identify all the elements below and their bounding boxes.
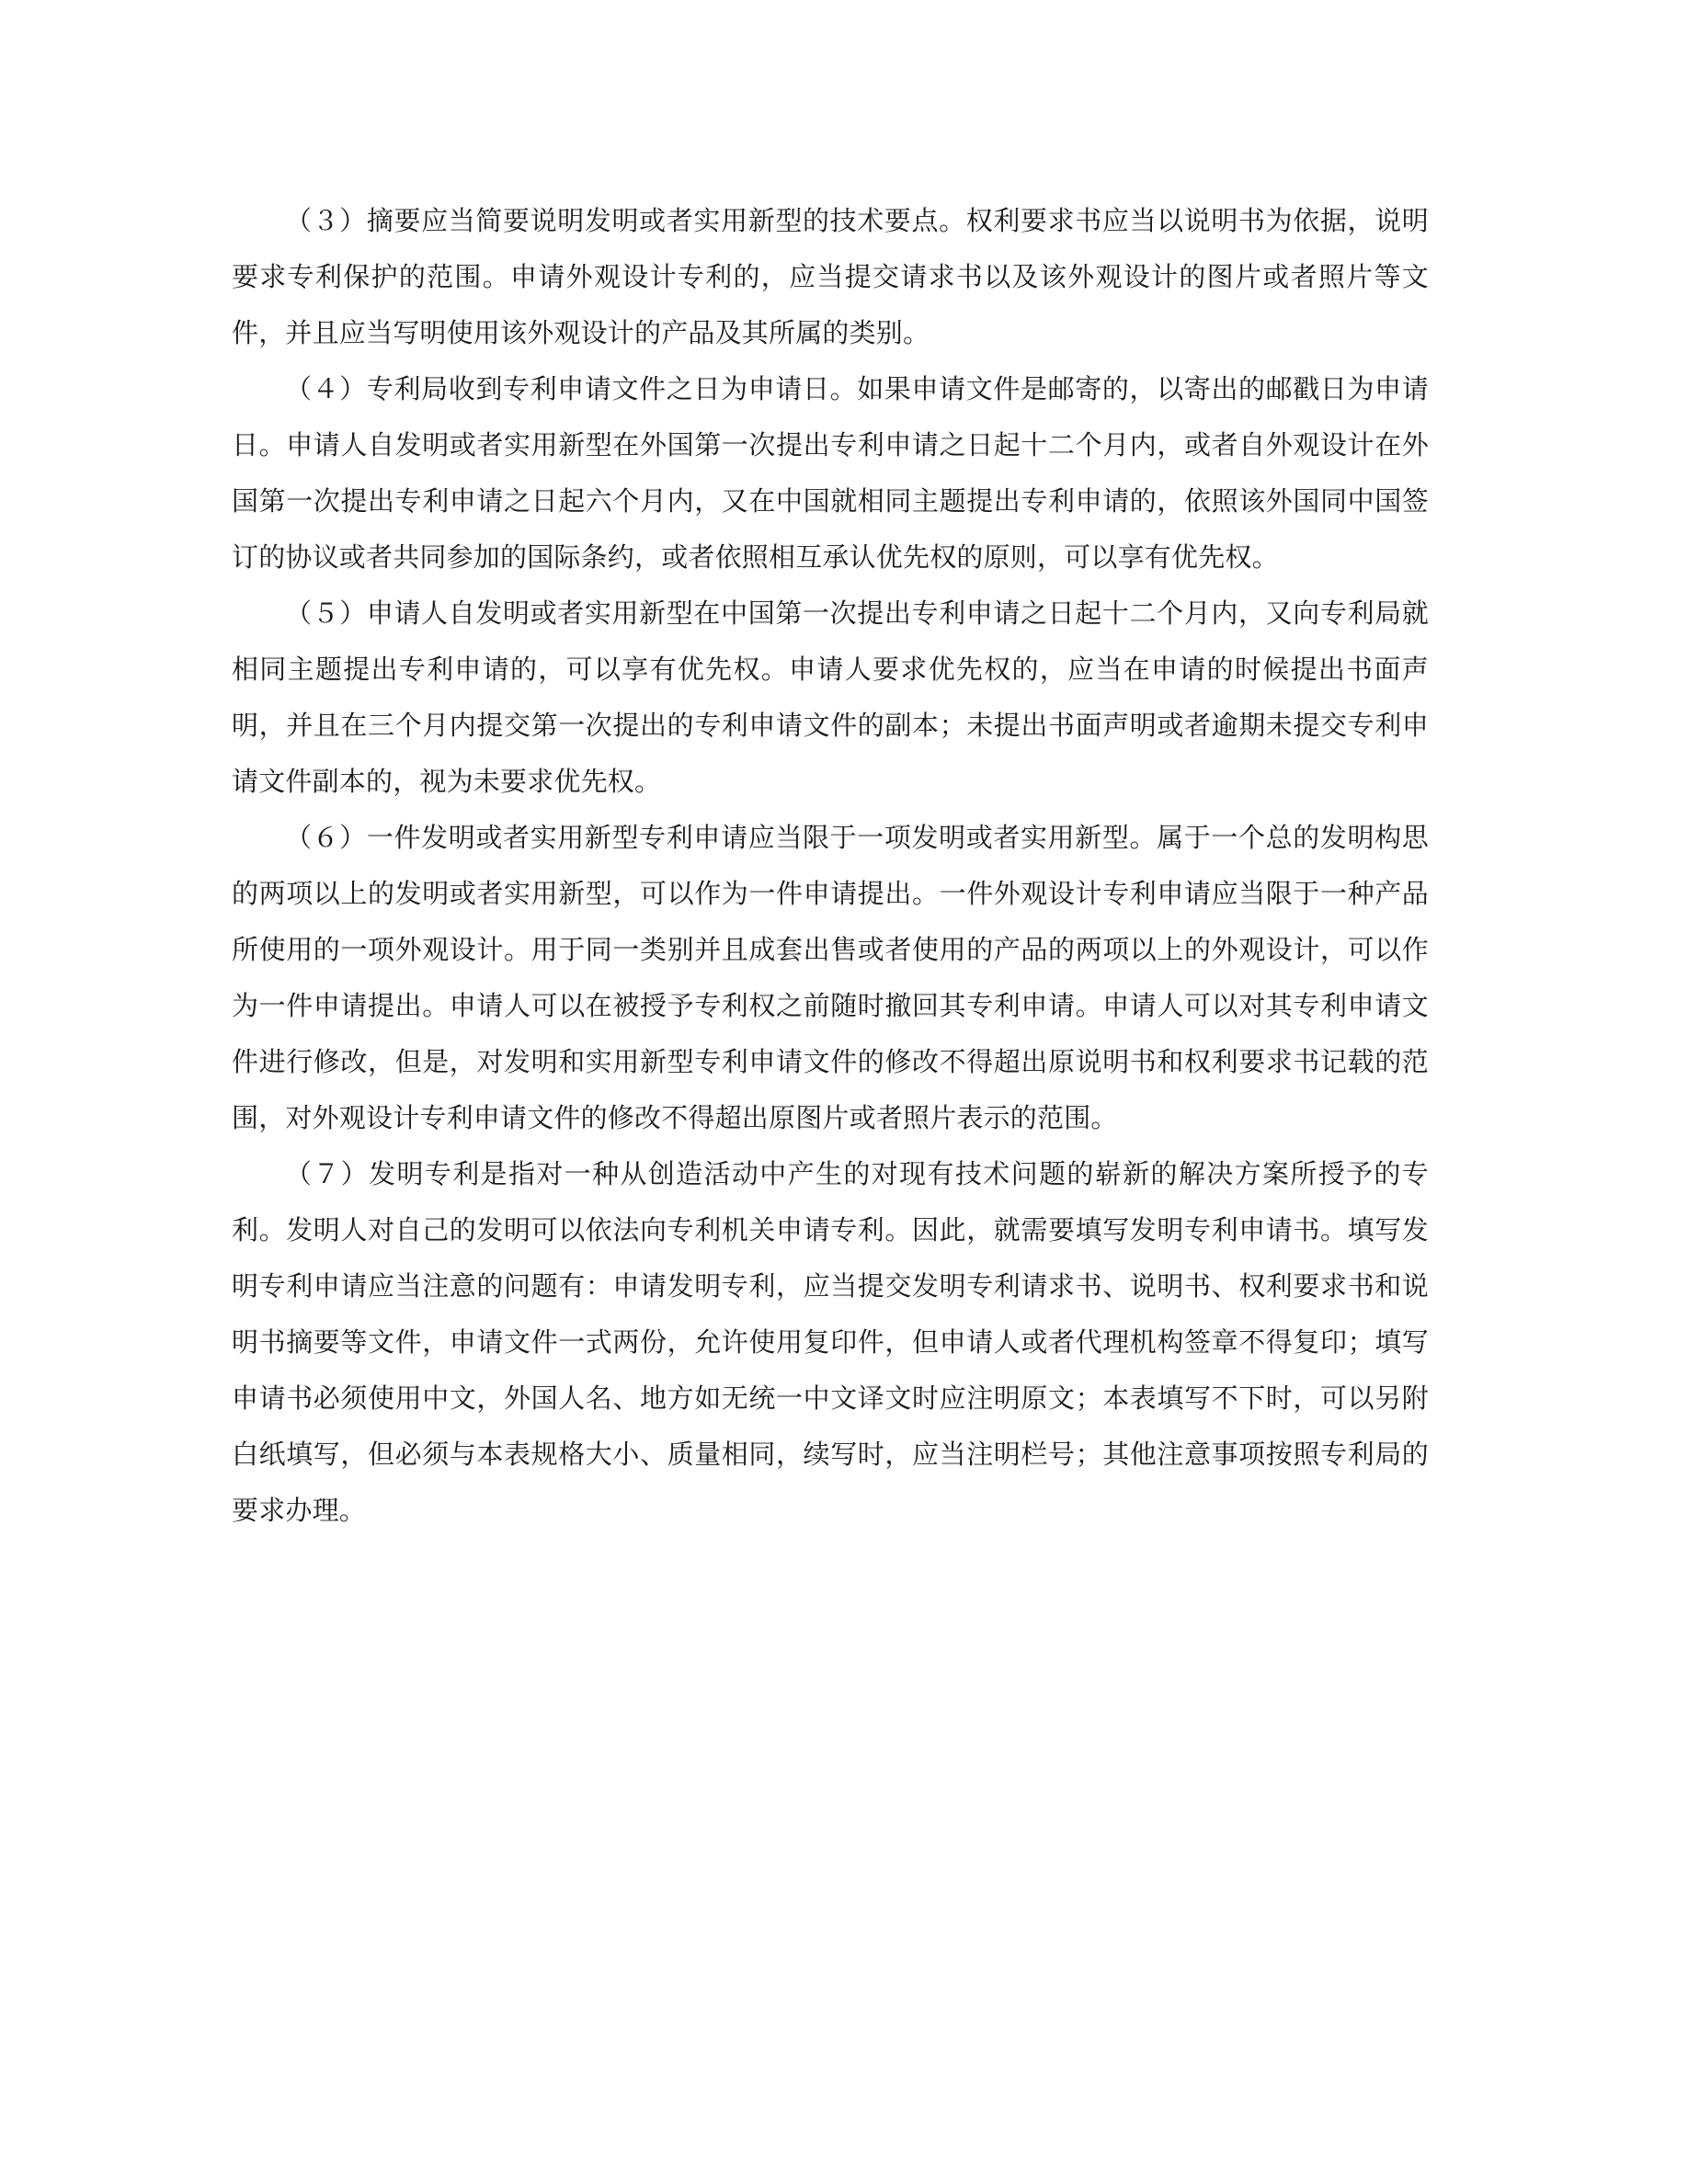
paragraph-3: （３）摘要应当简要说明发明或者实用新型的技术要点。权利要求书应当以说明书为依据，说明要求专利保护的范围。申请外观设计专利的，应当提交请求书以及该外观设计的图片或者照片等文件，并且应当写明使用该外观设计的产品及其所属的类别。 — [232, 205, 1429, 348]
paragraph-7: （７）发明专利是指对一种从创造活动中产生的对现有技术问题的崭新的解决方案所授予的专利。发明人对自己的发明可以依法向专利机关申请专利。因此，就需要填写发明专利申请书。填写发明专利申请应当注意的问题有：申请发明专利，应当提交发明专利请求书、说明书、权利要求书和说明书摘要等文件，申请文件一式两份，允许使用复印件，但申请人或者代理机构签章不得复印；填写申请书必须使用中文，外国人名、地方如无统一中文译文时应注明原文；本表填写不下时，可以另附白纸填写，但必须与本表规格大小、质量相同，续写时，应当注明栏号；其他注意事项按照专利局的要求办理。 — [232, 1158, 1429, 1526]
paragraph-5: （５）申请人自发明或者实用新型在中国第一次提出专利申请之日起十二个月内，又向专利局就相同主题提出专利申请的，可以享有优先权。申请人要求优先权的，应当在申请的时候提出书面声明，并且在三个月内提交第一次提出的专利申请文件的副本；未提出书面声明或者逾期未提交专利申请文件副本的，视为未要求优先权。 — [232, 597, 1429, 797]
paragraph-6: （６）一件发明或者实用新型专利申请应当限于一项发明或者实用新型。属于一个总的发明构思的两项以上的发明或者实用新型，可以作为一件申请提出。一件外观设计专利申请应当限于一种产品所使用的一项外观设计。用于同一类别并且成套出售或者使用的产品的两项以上的外观设计，可以作为一件申请提出。申请人可以在被授予专利权之前随时撤回其专利申请。申请人可以对其专利申请文件进行修改，但是，对发明和实用新型专利申请文件的修改不得超出原说明书和权利要求书记载的范围，对外观设计专利申请文件的修改不得超出原图片或者照片表示的范围。 — [232, 822, 1429, 1133]
document-body — [232, 193, 1429, 1539]
paragraph-4: （４）专利局收到专利申请文件之日为申请日。如果申请文件是邮寄的，以寄出的邮戳日为申请日。申请人自发明或者实用新型在外国第一次提出专利申请之日起十二个月内，或者自外观设计在外国第一次提出专利申请之日起六个月内，又在中国就相同主题提出专利申请的，依照该外国同中国签订的协议或者共同参加的国际条约，或者依照相互承认优先权的原则，可以享有优先权。 — [232, 373, 1429, 573]
